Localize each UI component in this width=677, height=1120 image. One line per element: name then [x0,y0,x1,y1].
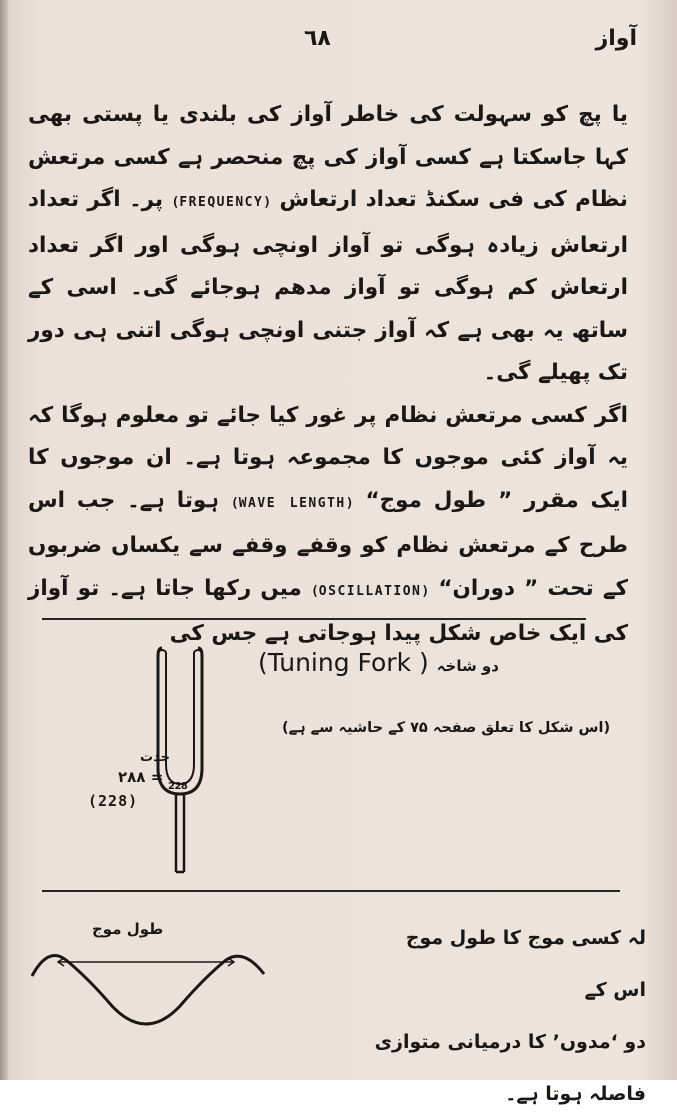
wave-illustration [28,936,268,1032]
figure-note: (اس شکل کا تعلق صفحہ ۷۵ کے حاشیہ سے ہے) [282,720,611,736]
running-title: آواز [595,26,637,51]
frequency-value-english: (228) [88,792,139,810]
footnote-line-1: لہ کسی موج کا طول موج اس کے [405,927,646,1001]
paragraph-1 [28,94,628,395]
figure-caption-english: (Tuning Fork ) [258,648,429,677]
term-oscillation: (OSCILLATION) [310,583,430,599]
footnote-line-3: فاصلہ ہوتا ہے۔ [505,1083,646,1105]
wave-length-label: طول موج [92,920,164,938]
term-wave-length: (WAVE LENGTH) [230,495,354,511]
fork-marking: 228 [168,781,188,792]
figure-top-rule [42,618,586,620]
frequency-value-urdu: ۲۸۸ = [118,768,164,786]
footnote-rule [42,890,620,892]
paragraph-1-text-b: پر۔ اگر تعداد ارتعاش زیادہ ہوگی تو آواز اونچی ہوگی اور اگر تعداد ارتعاش کم ہوگی تو آواز مدھم ہوجائے گی۔ اسی کے ساتھ یہ بھی ہے کہ آواز جتنی اونچی ہوگی اتنی ہی دور تک پھیلے گی۔ [28,187,628,385]
paragraph-2-text-a: اگر کسی مرتعش نظام پر غور کیا جائے تو معلوم ہوگا کہ یہ آواز کئی موجوں کا مجموعہ ہوتا ہے۔ ان موجوں کا ایک مقرر ” طول موج“ [28,402,628,513]
term-frequency: (FREQUENCY) [171,195,272,210]
figure-caption [258,648,499,677]
page-number: ٦٨ [304,26,331,51]
main-text [28,94,628,656]
paragraph-2-text-c: میں رکھا جاتا ہے۔ تو آواز کی ایک خاص شکل پیدا ہوجاتی ہے جس کی [28,575,628,646]
page-spine-shadow [0,0,8,1080]
paragraph-2-text-b: ہوتا ہے۔ جب اس طرح کے مرتعش نظام کو وقفے وقفے سے یکساں ضربوں کے تحت ” دوران“ [28,487,628,601]
paragraph-1-text-a: یا پچ کو سہولت کی خاطر آواز کی بلندی یا پستی بھی کہا جاسکتا ہے کسی آواز کی پچ منحصر ہے کسی مرتعش نظام کی فی سکنڈ تعداد ارتعاش [28,102,628,212]
paragraph-2 [28,395,628,656]
footnote [374,912,646,1120]
frequency-label: حدت [140,750,170,765]
figure-caption-urdu: دو شاخہ [436,657,499,675]
footnote-line-2: دو ‘مدوں’ کا درمیانی متوازی [374,1031,646,1053]
